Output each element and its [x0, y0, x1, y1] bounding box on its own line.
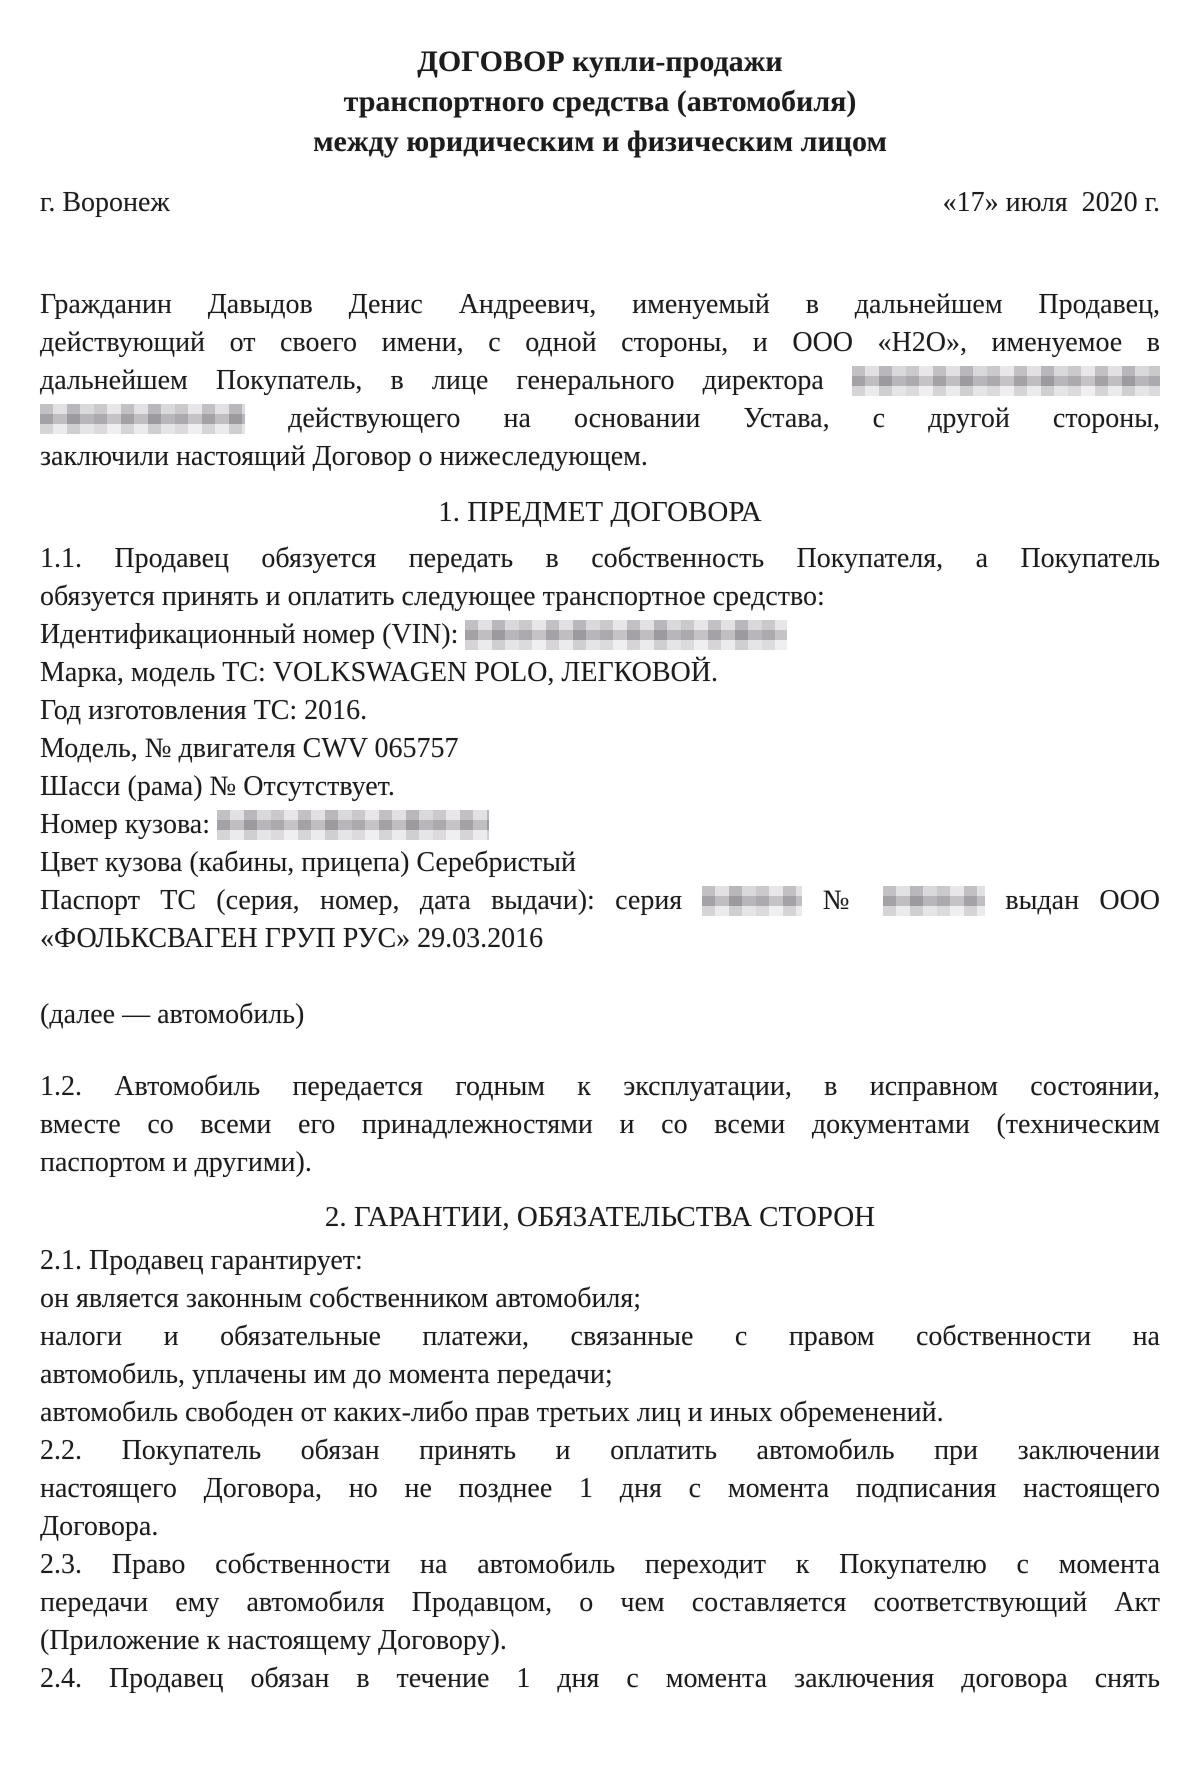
make-model-line: Марка, модель ТС: VOLKSWAGEN POLO, ЛЕГКОВОЙ.: [40, 657, 718, 688]
vin-line: [40, 616, 1160, 654]
parties-line: Гражданин Давыдов Денис Андреевич, именуемый в дальнейшем Продавец,: [40, 289, 1160, 320]
passport-number-sign: №: [822, 885, 863, 916]
section-1-heading: 1. ПРЕДМЕТ ДОГОВОРА: [438, 496, 762, 528]
redaction-passport-series: [702, 886, 802, 916]
redaction-body-number: [217, 810, 489, 840]
clause-1-1-line: обязуется принять и оплатить следующее транспортное средство:: [40, 581, 825, 612]
redaction-vin: [465, 620, 787, 650]
clause-1-2-line: 1.2. Автомобиль передается годным к эксплуатации, в исправном состоянии,: [40, 1071, 1160, 1102]
clause-2-3-line: 2.3. Право собственности на автомобиль переходит к Покупателю с момента: [40, 1549, 1160, 1580]
clause-2-2-line: настоящего Договора, но не позднее 1 дня с момента подписания настоящего: [40, 1473, 1160, 1504]
section-1-body: [40, 540, 1160, 1182]
clause-2-2-line: 2.2. Покупатель обязан принять и оплатить автомобиль при заключении: [40, 1435, 1160, 1466]
parties-paragraph: [40, 286, 1160, 476]
redaction-director-name: [852, 366, 1160, 396]
date-label: «17» июля 2020 г.: [942, 187, 1160, 218]
clause-2-1-line: 2.1. Продавец гарантирует:: [40, 1245, 363, 1276]
clause-2-4-line: 2.4. Продавец обязан в течение 1 дня с момента заключения договора снять: [40, 1663, 1160, 1694]
parties-line: [40, 362, 1160, 400]
parties-line: действующий от своего имени, с одной стороны, и ООО «Н2О», именуемое в: [40, 327, 1160, 358]
clause-2-3-line: передачи ему автомобиля Продавцом, о чем составляется соответствующий Акт: [40, 1587, 1160, 1618]
clause-1-1-line: 1.1. Продавец обязуется передать в собственность Покупателя, а Покупатель: [40, 543, 1160, 574]
year-line: Год изготовления ТС: 2016.: [40, 695, 368, 726]
document-title: [40, 42, 1160, 162]
passport-label: Паспорт ТС (серия, номер, дата выдачи): серия: [40, 885, 683, 916]
parties-line-text: дальнейшем Покупатель, в лице генерального директора: [40, 365, 824, 396]
clause-1-2-line: паспортом и другими).: [40, 1147, 312, 1178]
guarantee-line: автомобиль свободен от каких-либо прав третьих лиц и иных обременений.: [40, 1397, 944, 1428]
hereafter-note: (далее — автомобиль): [40, 999, 305, 1030]
clause-1-2-line: вместе со всеми его принадлежностями и со всеми документами (техническим: [40, 1109, 1160, 1140]
section-2-body: [40, 1242, 1160, 1698]
chassis-line: Шасси (рама) № Отсутствует.: [40, 771, 395, 802]
redaction-passport-number: [883, 886, 985, 916]
body-number-label: Номер кузова:: [40, 809, 210, 840]
clause-1-2: [40, 1068, 1160, 1182]
parties-line: заключили настоящий Договор о нижеследующем.: [40, 441, 648, 472]
guarantee-line: автомобиль, уплачены им до момента передачи;: [40, 1359, 613, 1390]
vin-label: Идентификационный номер (VIN):: [40, 619, 459, 650]
parties-line-text: действующего на основании Устава, с другой стороны,: [288, 403, 1161, 434]
engine-line: Модель, № двигателя CWV 065757: [40, 733, 459, 764]
guarantee-line: он является законным собственником автомобиля;: [40, 1283, 642, 1314]
passport-line: [40, 882, 1160, 920]
title-line-3: между юридическим и физическим лицом: [313, 125, 887, 158]
clause-2-2-line: Договора.: [40, 1511, 159, 1542]
passport-line-2: «ФОЛЬКСВАГЕН ГРУП РУС» 29.03.2016: [40, 923, 544, 954]
color-line: Цвет кузова (кабины, прицепа) Серебристый: [40, 847, 576, 878]
parties-line: [40, 400, 1160, 438]
passport-issued-by: выдан ООО: [1005, 885, 1161, 916]
body-number-line: [40, 806, 1160, 844]
city-label: г. Воронеж: [40, 187, 170, 218]
section-2-heading: 2. ГАРАНТИИ, ОБЯЗАТЕЛЬСТВА СТОРОН: [324, 1201, 876, 1233]
clause-2-3-line: (Приложение к настоящему Договору).: [40, 1625, 507, 1656]
redaction-director-name-continued: [40, 404, 245, 434]
guarantee-line: налоги и обязательные платежи, связанные с правом собственности на: [40, 1321, 1160, 1352]
title-line-1: ДОГОВОР купли-продажи: [417, 45, 783, 78]
city-date-row: [40, 184, 1160, 222]
title-line-2: транспортного средства (автомобиля): [343, 85, 857, 118]
